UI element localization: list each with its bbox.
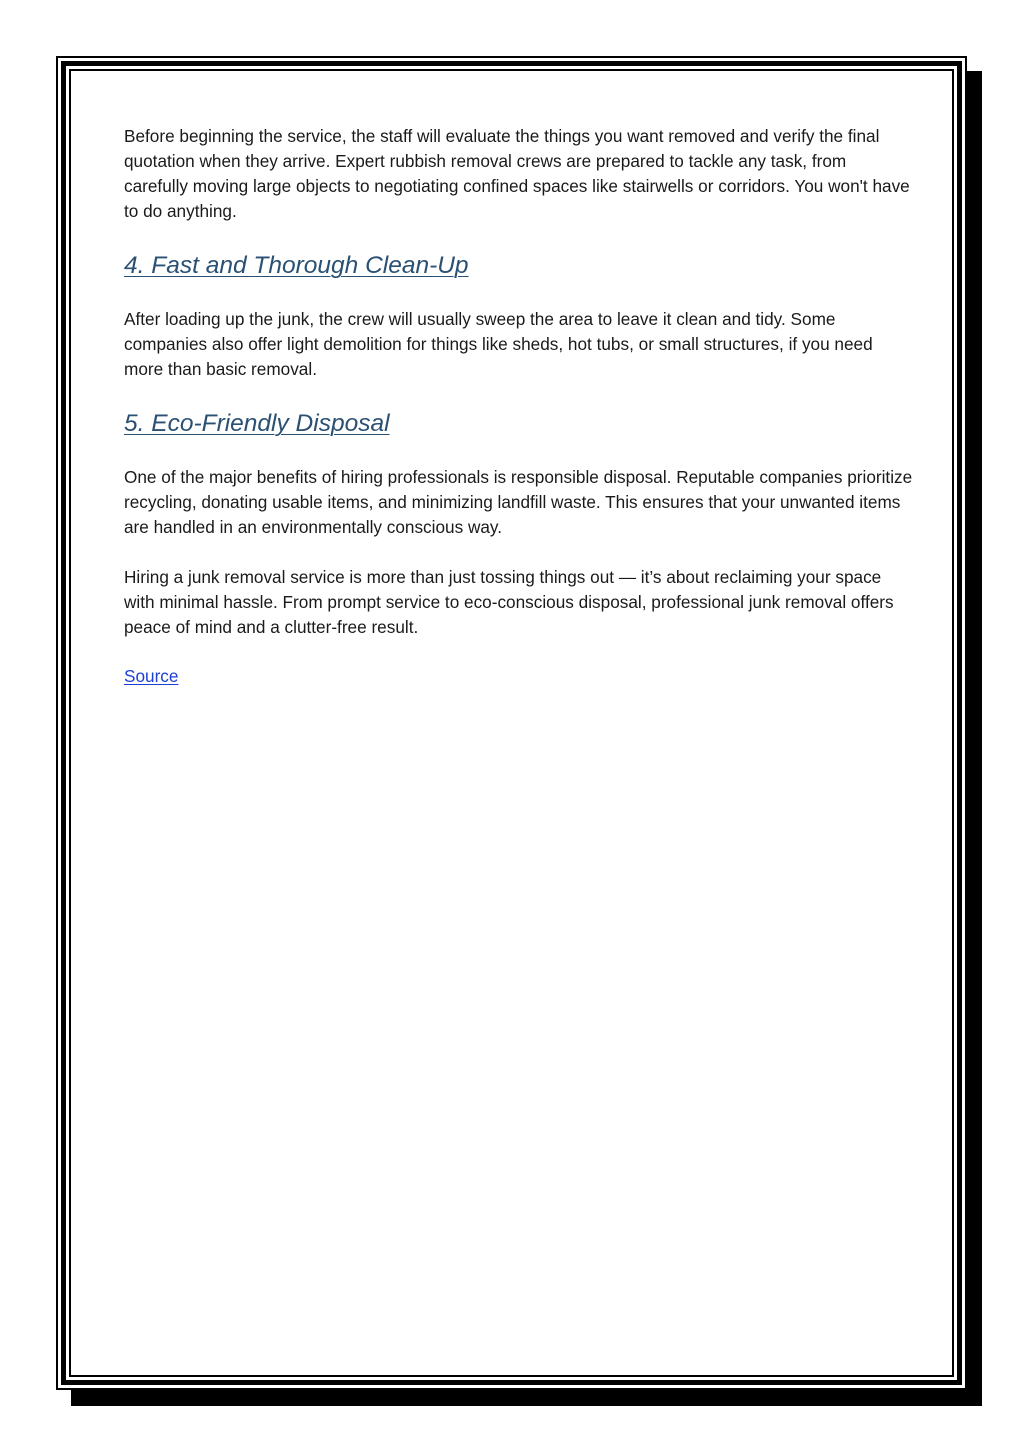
source-link[interactable]: Source (124, 666, 179, 686)
section-heading-clean-up: 4. Fast and Thorough Clean-Up (124, 252, 469, 279)
disposal-paragraph: One of the major benefits of hiring professionals is responsible disposal. Reputable companies prioritize recycling, donating usable items, and minimizing landfill waste. This ensures that your unwanted items are handled in an environmentally conscious way. (124, 467, 913, 537)
conclusion-paragraph: Hiring a junk removal service is more than just tossing things out — it’s about reclaiming your space with minimal hassle. From prompt service to eco-conscious disposal, professional junk removal offers peace of mind and a clutter-free result. (124, 567, 894, 637)
intro-paragraph: Before beginning the service, the staff will evaluate the things you want removed and verify the final quotation when they arrive. Expert rubbish removal crews are prepared to tackle any task, from carefully moving large objects to negotiating confined spaces like stairwells or corridors. You won't have to do anything. (124, 126, 910, 221)
clean-up-paragraph: After loading up the junk, the crew will usually sweep the area to leave it clean and tidy. Some companies also offer light demolition for things like sheds, hot tubs, or small structures, if you need more than basic removal. (124, 309, 873, 379)
section-heading-eco-disposal: 5. Eco-Friendly Disposal (124, 410, 390, 437)
document-body (124, 124, 914, 689)
